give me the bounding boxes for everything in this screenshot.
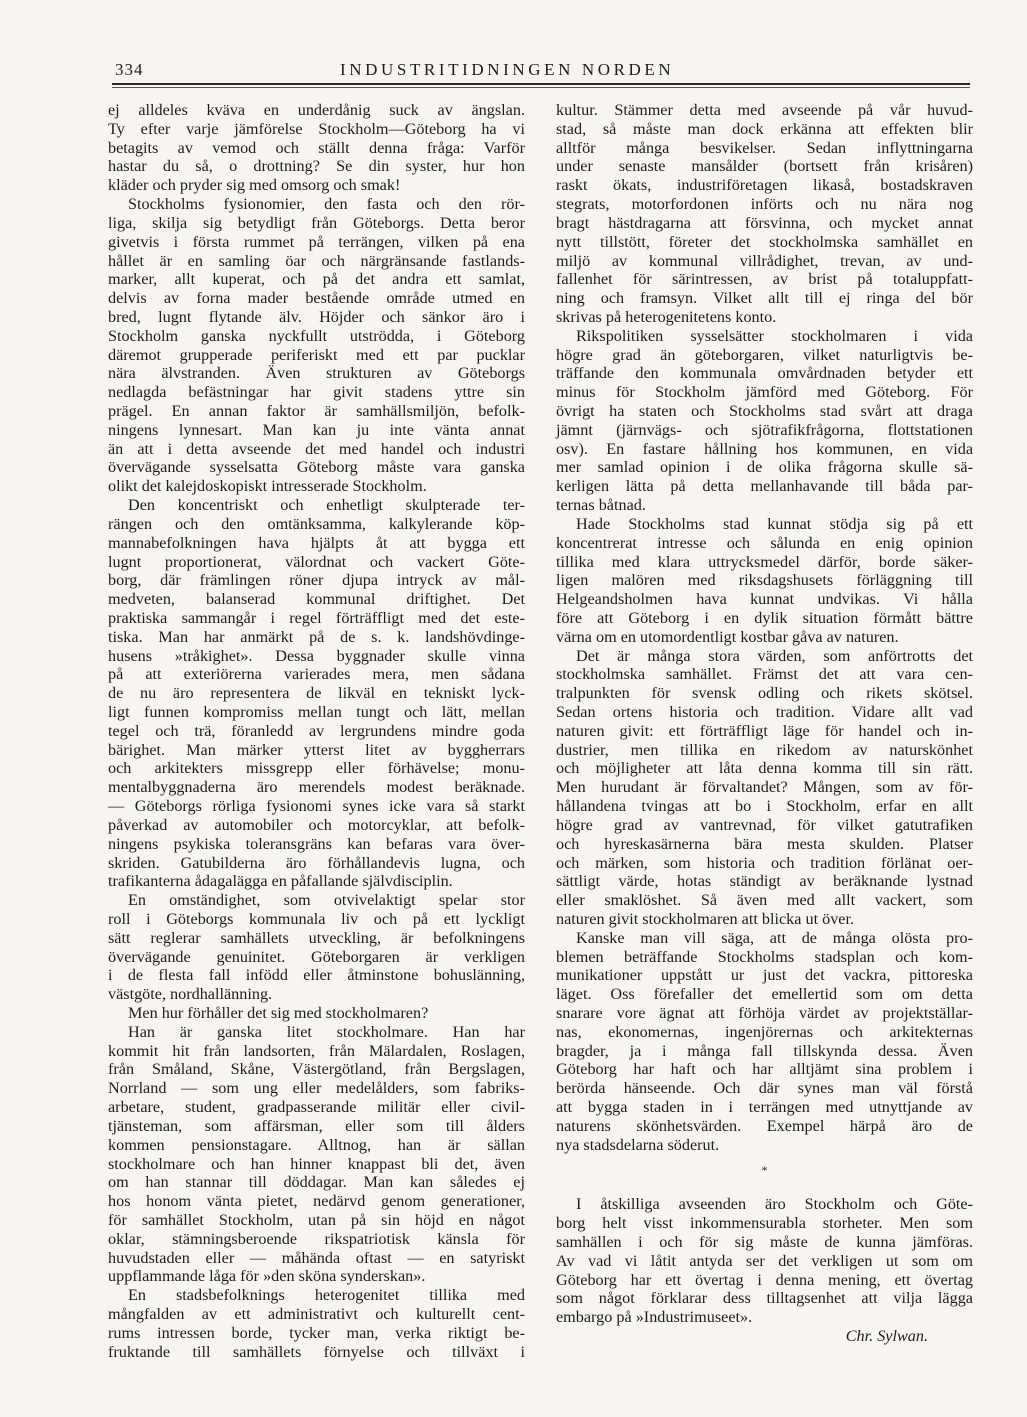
text-line: naturens skönhetsvärden. Exempel härpå äro de	[556, 1116, 973, 1135]
text-line: mannabefolkningen hava hjälpts åt att bygga ett	[108, 533, 525, 552]
text-line: marker, allt kuperat, och på det andra ett samlat,	[108, 270, 525, 289]
text-line: jämnt (järnvägs- och sjötrafikfrågorna, flottstationen	[556, 420, 973, 439]
text-line: Rikspolitiken sysselsätter stockholmaren i vida	[576, 326, 973, 345]
text-line: högre grad än göteborgaren, vilket naturligtvis be-	[556, 345, 973, 364]
text-line: Han är ganska litet stockholmare. Han har	[128, 1022, 525, 1041]
text-line: bred, lugnt flytande älv. Höjder och sänkor äro i	[108, 307, 525, 326]
text-line: hållandena tvingas att bo i Stockholm, erfar en allt	[556, 797, 973, 816]
text-line: bärighet. Man märker ytterst litet av byggherrars	[108, 740, 525, 759]
text-line: medveten, balanserad kommunal driftighet. Det	[108, 590, 525, 609]
text-line: kommen pensionstagare. Alltnog, han är sällan	[108, 1135, 525, 1154]
text-line: eller smaklöshet. Så även med allt vackert, som	[556, 891, 973, 910]
text-line: träffande den kommunala omvårdnaden betyder ett	[556, 364, 973, 383]
text-line: raskt ökats, industriföretagen likaså, bostadskraven	[556, 176, 973, 195]
text-line: på att exteriörerna varierades mera, men sådana	[108, 665, 525, 684]
text-line: koncentrerat intresse och sålunda en enig opinion	[556, 533, 973, 552]
text-line: under senaste mansålder (bortsett från krisåren)	[556, 157, 973, 176]
text-line: de nu äro representera de likväl en tekniskt lyck-	[108, 684, 525, 703]
text-line: Ty efter varje jämförelse Stockholm—Göteborg ha vi	[108, 119, 525, 138]
text-line: sätt reglerar samhällets utveckling, är befolkningens	[108, 928, 525, 947]
text-line: i de flesta fall infödd eller åtminstone bohuslänning,	[108, 966, 525, 985]
text-line: tegel och trä, föranledd av lergrundens mindre goda	[108, 721, 525, 740]
text-line: borg helt visst inkommensurabla storheter. Men som	[556, 1214, 973, 1233]
text-line: skrivas på heterogenitetens konto.	[556, 307, 777, 326]
text-line: Sedan ortens historia och tradition. Vidare allt vad	[556, 703, 973, 721]
text-line: mentalbyggnaderna äro merendels modest beräknade.	[108, 778, 525, 797]
text-line: Men hur förhåller det sig med stockholmaren?	[128, 1004, 429, 1022]
running-head: INDUSTRITIDNINGEN NORDEN	[340, 60, 675, 79]
text-line: berörda hänseende. Och där synes man väl förstå	[556, 1079, 973, 1098]
text-line: ningens lynnesart. Man kan ju inte vänta annat	[108, 420, 525, 439]
left-column	[108, 101, 525, 1361]
page-number: 334	[115, 60, 144, 79]
text-line: ej alldeles kväva en underdånig suck av ängslan.	[108, 101, 525, 119]
text-line: tiska. Man har anmärkt på de s. k. landshövdinge-	[108, 627, 525, 646]
text-line: alltför många besvikelser. Sedan inflyttningarna	[556, 138, 973, 157]
text-line: övervägande genuinitet. Göteborgaren är verkligen	[108, 947, 525, 966]
text-line: nedlagda befästningar har givit stadens yttre sin	[108, 383, 525, 402]
text-line: givetvis i första rummet på terrängen, vilken på ena	[108, 232, 525, 251]
text-line: före att Göteborg i en dylik situation förmått bättre	[556, 608, 973, 627]
text-line: tjänsteman, som affärsman, eller som till ålders	[108, 1116, 525, 1135]
text-line: mer samlad opinion i de olika frågorna skulle sä-	[556, 458, 973, 477]
text-line: stad, så måste man dock erkänna att effekten blir	[556, 119, 973, 138]
text-line: Av vad vi låtit antyda ser det verkligen ut som om	[556, 1251, 973, 1270]
text-line: nära älvstranden. Även strukturen av Göteborgs	[108, 364, 525, 383]
text-line: olikt det kalejdoskopiskt intresserade Stockholm.	[108, 477, 427, 496]
section-separator: *	[761, 1162, 768, 1177]
text-line: än att i detta avseende det med handel och industri	[108, 439, 525, 458]
text-line: fallenhet för särintressen, av brist på totaluppfatt-	[556, 270, 973, 289]
text-line: rängen och den omtänksamma, kalkylerande köp-	[108, 514, 525, 533]
text-line: och arkitekters missgrepp eller förhävelse; monu-	[108, 759, 525, 778]
text-line: Stockholm ganska nyckfullt utströdda, i Göteborg	[108, 326, 525, 345]
text-line: övervägande sysselsatta Göteborg måste vara ganska	[108, 458, 525, 477]
text-line: osv). En fastare hållning hos kommunen, en vida	[556, 439, 973, 458]
text-line: bragt hästdragarna att försvinna, och mycket annat	[556, 213, 973, 232]
text-line: skriden. Gatubilderna äro förhållandevis lugna, och	[108, 853, 525, 872]
text-line: för samhället Stockholm, utan på sin höjd en något	[108, 1210, 525, 1229]
text-line: Det är många stora värden, som anförtrotts det	[576, 646, 973, 665]
text-line: samhällen i och för sig måste de kunna jämföras.	[556, 1232, 973, 1251]
text-line: om han stannar till döddagar. Man kan således ej	[108, 1173, 525, 1192]
text-line: nya stadsdelarna söderut.	[556, 1135, 720, 1154]
text-line: värna om en utomordentligt kostbar gåva av naturen.	[556, 627, 899, 646]
text-line: som något förklarar dess tilltagsenhet att vilja lägga	[556, 1289, 973, 1308]
text-line: kläder och pryder sig med omsorg och smak!	[108, 176, 401, 195]
text-line: däremot grupperade periferiskt med ett par pucklar	[108, 345, 525, 364]
text-line: miljö av kommunal villrådighet, trevan, av und-	[556, 251, 973, 270]
text-line: Göteborg har ett övertag i denna mening, ett övertag	[556, 1270, 973, 1289]
text-line: ligen malören med riksdagshusets förläggning till	[556, 571, 973, 590]
text-line: fruktande till samhällets förnyelse och tillväxt i	[108, 1342, 525, 1361]
text-line: kommit hit från landsorten, från Mälardalen, Roslagen,	[108, 1041, 525, 1060]
text-line: En omständighet, som otvivelaktigt spelar stor	[128, 891, 525, 910]
author-signature: Chr. Sylwan.	[845, 1327, 928, 1345]
text-line: arbetare, student, gradpasserande militär eller civil-	[108, 1098, 525, 1117]
text-line: påverkad av automobiler och motorcyklar, att befolk-	[108, 815, 525, 834]
text-line: läget. Oss förefaller det emellertid som om detta	[556, 985, 973, 1004]
text-line: praktiska sammangår i regel förträffligt med det este-	[108, 608, 525, 627]
text-line: stegrats, motorfordonen införts och nu nära nog	[556, 195, 973, 214]
text-line: att bygga staden in i terrängen med utnyttjande av	[556, 1098, 973, 1117]
text-line: embargo på »Industrimuseet».	[556, 1308, 753, 1327]
text-line: roll i Göteborgs kommunala liv och på ett lyckligt	[108, 909, 525, 928]
text-line: dustrier, men tillika en rikedom av naturskönhet	[556, 740, 973, 759]
text-line: Norrland — som ung eller medelålders, som fabriks-	[108, 1079, 525, 1098]
text-line: trafikanterna ådagalägga en påfallande självdisciplin.	[108, 872, 453, 891]
text-line: från Småland, Skåne, Västergötland, från Bergslagen,	[108, 1060, 525, 1079]
text-line: naturen givit: ett förträffligt läge för handel och in-	[556, 721, 973, 740]
text-line: munikationer uppstått ur just det vackra, pittoreska	[556, 966, 973, 985]
text-line: husens »tråkighet». Dessa byggnader skulle vinna	[108, 646, 525, 665]
text-line: naturen givit stockholmaren att blicka ut över.	[556, 909, 855, 928]
text-line: snarare vore ägnat att förhöja värdet av projektställar-	[556, 1004, 973, 1022]
text-line: högre grad av vantrevnad, för vilket gatutrafiken	[556, 815, 973, 834]
text-line: borg, där främlingen röner djupa intryck av mål-	[108, 571, 525, 590]
text-line: västgöte, nordhallänning.	[108, 985, 273, 1004]
text-line: I åtskilliga avseenden äro Stockholm och Göte-	[576, 1195, 973, 1214]
text-line: kerligen lätta på detta mellanhavande till båda par-	[556, 477, 973, 496]
text-line: stockholmare och han hinner knappast bli det, även	[108, 1154, 525, 1173]
text-line: En stadsbefolknings heterogenitet tillika med	[128, 1286, 525, 1305]
text-line: Den koncentriskt och enhetligt skulpterade ter-	[128, 496, 525, 515]
header-rule-thin	[112, 87, 970, 88]
text-line: och märken, som historia och tradition förlänat oer-	[556, 853, 973, 872]
text-line: Hade Stockholms stad kunnat stödja sig på ett	[576, 514, 973, 533]
text-line: betagits av vemod och ställt denna fråga: Varför	[108, 138, 525, 157]
text-line: oklar, stämningsberoende rikspatriotisk känsla för	[108, 1229, 525, 1248]
text-line: övrigt ha staten och Stockholms stad svårt att draga	[556, 402, 973, 420]
text-line: tillika med klara uttrycksmedel därför, borde säker-	[556, 552, 973, 571]
text-line: nytt tillstött, företer det stockholmska samhället en	[556, 232, 973, 251]
text-line: hållet är en samling öar och närgränsande fastlands-	[108, 251, 525, 270]
text-line: blemen beträffande Stockholms stadsplan och kom-	[556, 947, 973, 966]
text-line: liga, skilja sig betydligt från Göteborgs. Detta beror	[108, 213, 525, 232]
text-line: minus för Stockholm jämförd med Göteborg. För	[556, 383, 973, 402]
header-rule	[112, 83, 970, 85]
text-line: huvudstaden eller — måhända oftast — en satyriskt	[108, 1248, 525, 1267]
text-line: — Göteborgs rörliga fysionomi synes icke vara så starkt	[108, 797, 525, 816]
text-line: tralpunkten för svensk odling och rikets skötsel.	[556, 684, 973, 703]
text-line: Göteborg har haft och har alltjämt sina problem i	[556, 1060, 973, 1079]
text-line: kultur. Stämmer detta med avseende på vår huvud-	[556, 101, 973, 119]
text-line: hos honom vänta pietet, nedärvd genom generationer,	[108, 1192, 525, 1211]
text-line: ning och framsyn. Vilket allt till ej ringa del bör	[556, 289, 973, 308]
text-line: delvis av forna mader bestående område utmed en	[108, 289, 525, 308]
text-line: uppflammande låga för »den sköna synderskan».	[108, 1267, 426, 1286]
text-line: och hyreskasärnerna bära mesta skulden. Platser	[556, 834, 973, 853]
text-line: hastar du så, o drottning? Se din syster, hur hon	[108, 157, 525, 176]
text-line: Kanske man vill säga, att de många olösta pro-	[576, 928, 973, 947]
text-line: ningens psykiska toleransgräns kan befaras vara över-	[108, 834, 525, 853]
text-line: rums intressen borde, tycker man, verka riktigt be-	[108, 1323, 525, 1342]
text-line: lugnt proportionerat, välordnat och vackert Göte-	[108, 552, 525, 571]
text-line: och möjligheter att låta denna komma till sin rätt.	[556, 759, 973, 778]
text-line: prägel. En annan faktor är samhällsmiljön, befolk-	[108, 402, 525, 420]
text-line: sättligt värde, hotas ständigt av beräknande lystnad	[556, 872, 973, 891]
text-line: Helgeandsholmen hava kunnat undvikas. Vi hålla	[556, 590, 973, 609]
text-line: Men hurudant är förvaltandet? Mången, som av för-	[556, 778, 973, 797]
text-line: stockholmska samhället. Främst det att vara cen-	[556, 665, 973, 684]
text-line: nas, ekonomernas, ingenjörernas och arkitekternas	[556, 1022, 973, 1041]
text-line: ligt funnen kompromiss mellan tungt och lätt, mellan	[108, 703, 525, 721]
text-line: mångfalden av ett administrativt och kulturellt cent-	[108, 1305, 525, 1323]
right-column	[556, 101, 973, 1346]
text-line: bragder, ja i många fall tillskynda dessa. Även	[556, 1041, 973, 1060]
text-line: ternas båtnad.	[556, 496, 646, 515]
text-line: Stockholms fysionomier, den fasta och den rör-	[128, 195, 525, 214]
